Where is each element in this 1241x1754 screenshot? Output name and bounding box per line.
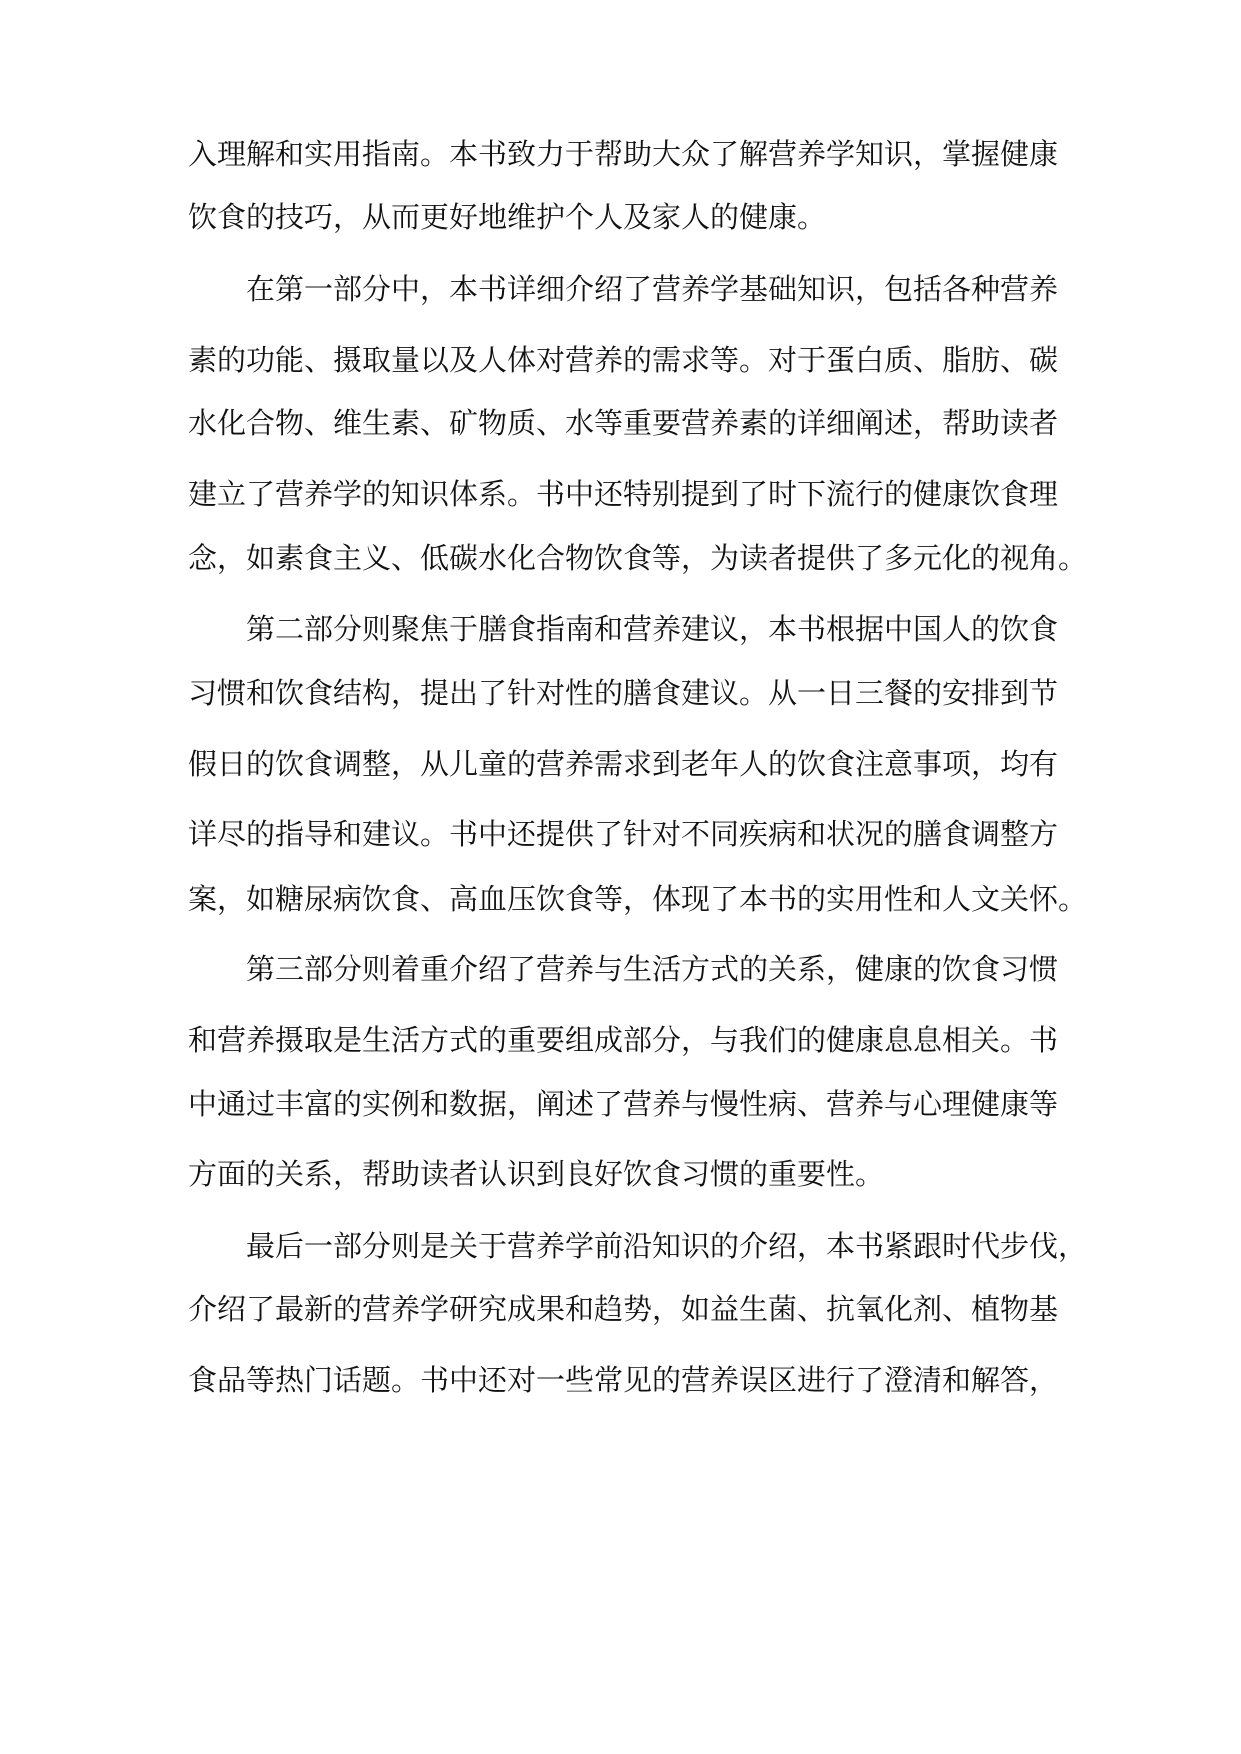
text-line: 假日的饮食调整，从儿童的营养需求到老年人的饮食注意事项，均有 xyxy=(188,747,1059,781)
text-line: 详尽的指导和建议。书中还提供了针对不同疾病和状况的膳食调整方 xyxy=(188,817,1059,851)
text-line: 方面的关系，帮助读者认识到良好饮食习惯的重要性。 xyxy=(188,1157,885,1191)
text-line: 习惯和饮食结构，提出了针对性的膳食建议。从一日三餐的安排到节 xyxy=(188,676,1059,710)
paragraph-first-line: 第三部分则着重介绍了营养与生活方式的关系，健康的饮食习惯 xyxy=(246,952,1059,986)
text-line: 和营养摄取是生活方式的重要组成部分，与我们的健康息息相关。书 xyxy=(188,1023,1059,1057)
text-line: 中通过丰富的实例和数据，阐述了营养与慢性病、营养与心理健康等 xyxy=(188,1087,1059,1121)
text-line: 建立了营养学的知识体系。书中还特别提到了时下流行的健康饮食理 xyxy=(188,477,1059,511)
paragraph-first-line: 第二部分则聚焦于膳食指南和营养建议，本书根据中国人的饮食 xyxy=(246,612,1059,646)
text-line: 念，如素食主义、低碳水化合物饮食等，为读者提供了多元化的视角。 xyxy=(188,541,1088,575)
text-line: 素的功能、摄取量以及人体对营养的需求等。对于蛋白质、脂肪、碳 xyxy=(188,343,1059,377)
text-line: 饮食的技巧，从而更好地维护个人及家人的健康。 xyxy=(188,200,827,234)
text-line: 介绍了最新的营养学研究成果和趋势，如益生菌、抗氧化剂、植物基 xyxy=(188,1292,1059,1326)
text-line: 食品等热门话题。书中还对一些常见的营养误区进行了澄清和解答， xyxy=(188,1363,1059,1397)
text-line: 水化合物、维生素、矿物质、水等重要营养素的详细阐述，帮助读者 xyxy=(188,406,1059,440)
text-line: 案，如糖尿病饮食、高血压饮食等，体现了本书的实用性和人文关怀。 xyxy=(188,882,1088,916)
paragraph-first-line: 最后一部分则是关于营养学前沿知识的介绍，本书紧跟时代步伐， xyxy=(246,1229,1088,1263)
paragraph-first-line: 在第一部分中，本书详细介绍了营养学基础知识，包括各种营养 xyxy=(246,272,1059,306)
text-line: 入理解和实用指南。本书致力于帮助大众了解营养学知识，掌握健康 xyxy=(188,137,1059,171)
